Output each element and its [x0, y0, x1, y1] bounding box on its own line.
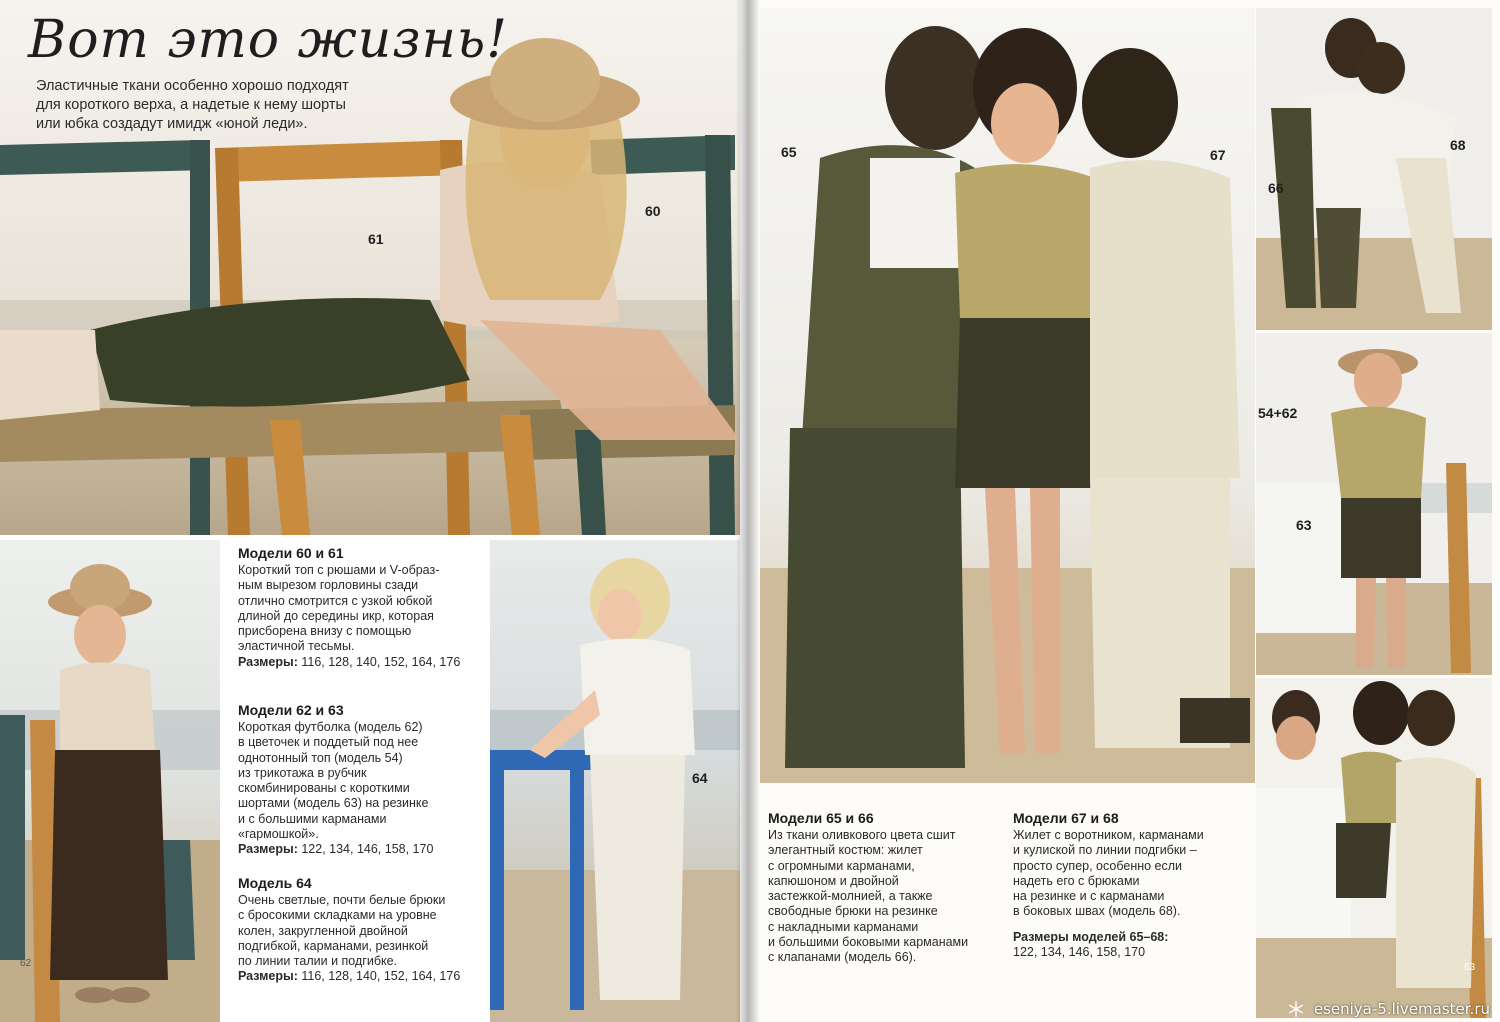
description-title: Модели 67 и 68 — [1013, 810, 1119, 826]
sizes-values: 116, 128, 140, 152, 164, 176 — [301, 654, 461, 669]
description-models-67-68 — [1013, 810, 1253, 960]
page-number-left: 62 — [20, 958, 32, 969]
model-label-65: 65 — [781, 144, 797, 160]
model-label-60: 60 — [645, 203, 661, 219]
sizes-label: Размеры моделей 65–68: — [1013, 929, 1169, 944]
description-line: эластичной тесьмы. — [238, 639, 355, 654]
sizes-line — [238, 842, 488, 857]
description-model-64 — [238, 875, 488, 985]
right-page — [748, 0, 1500, 1022]
description-line: элегантный костюм: жилет — [768, 843, 923, 858]
description-line: подгибкой, карманами, резинкой — [238, 938, 429, 953]
photo-three-kids-at-table — [1256, 678, 1492, 1018]
description-line: колен, закругленной двойной — [238, 923, 408, 938]
intro-line: Эластичные ткани особенно хорошо подходят — [36, 78, 349, 94]
sizes-values: 116, 128, 140, 152, 164, 176 — [301, 969, 461, 984]
photo-two-boys — [1256, 8, 1492, 330]
description-line: Короткий топ с рюшами и V-образ- — [238, 563, 440, 577]
description-line: просто супер, особенно если — [1013, 858, 1183, 873]
description-line: с накладными карманами — [768, 919, 919, 934]
model-label-63: 63 — [1296, 517, 1312, 533]
sizes-line — [1013, 930, 1253, 961]
model-label-61: 61 — [368, 231, 384, 247]
sizes-values: 122, 134, 146, 158, 170 — [301, 842, 434, 857]
description-line: длиной до середины икр, которая — [238, 608, 434, 623]
photo-girl-with-glass-illustration — [1256, 333, 1492, 675]
sizes-label: Размеры: — [238, 969, 298, 984]
description-title: Модели 62 и 63 — [238, 702, 344, 718]
description-line: из трикотажа в рубчик — [238, 765, 367, 780]
description-models-62-63 — [238, 702, 488, 858]
description-models-60-61 — [238, 545, 488, 670]
description-line: и с большими карманами — [238, 811, 387, 826]
photo-girl-in-hat-illustration — [0, 540, 220, 1022]
watermark — [1287, 1000, 1490, 1019]
photo-two-boys-illustration — [1256, 8, 1492, 330]
sizes-line — [238, 969, 488, 984]
page-headline: Вот это жизнь! — [28, 10, 509, 70]
model-label-54-62: 54+62 — [1258, 405, 1298, 421]
watermark-text: eseniya-5.livemaster.ru — [1313, 999, 1490, 1018]
main-photo-three-kids — [760, 8, 1255, 783]
description-line: надеть его с брюками — [1013, 873, 1140, 888]
description-line: и кулиской по линии подгибки – — [1013, 843, 1197, 858]
sizes-values: 122, 134, 146, 158, 170 — [1013, 945, 1146, 960]
description-line: «гармошкой». — [238, 827, 319, 842]
description-line: с огромными карманами, — [768, 858, 915, 873]
description-title: Модели 65 и 66 — [768, 810, 874, 826]
description-title: Модель 64 — [238, 875, 312, 891]
description-line: присборена внизу с помощью — [238, 624, 412, 639]
description-body — [238, 563, 488, 655]
sizes-label: Размеры: — [238, 842, 298, 857]
photo-girl-with-glass — [1256, 333, 1492, 675]
description-line: с бросокими складками на уровне — [238, 908, 437, 923]
description-line: в цветочек и поддетый под нее — [238, 735, 419, 750]
description-line: в боковых швах (модель 68). — [1013, 904, 1181, 919]
description-body — [238, 893, 488, 969]
description-line: Короткая футболка (модель 62) — [238, 720, 423, 734]
description-line: на резинке и с карманами — [1013, 889, 1165, 904]
description-line: Очень светлые, почти белые брюки — [238, 893, 446, 907]
description-line: Из ткани оливкового цвета сшит — [768, 828, 956, 842]
description-line: свободные брюки на резинке — [768, 904, 938, 919]
description-title: Модели 60 и 61 — [238, 545, 344, 561]
description-body — [768, 828, 1008, 966]
model-label-67: 67 — [1210, 147, 1226, 163]
description-body — [1013, 828, 1253, 920]
description-line: с клапанами (модель 66). — [768, 950, 917, 965]
photo-girl-in-hat — [0, 540, 220, 1022]
main-photo-illustration — [760, 8, 1255, 783]
model-label-68: 68 — [1450, 137, 1466, 153]
description-line: капюшоном и двойной — [768, 873, 899, 888]
description-line: отлично смотрится с узкой юбкой — [238, 593, 433, 608]
sizes-line — [238, 655, 488, 670]
description-body — [238, 720, 488, 842]
description-line: однотонный топ (модель 54) — [238, 750, 403, 765]
description-line: по линии талии и подгибке. — [238, 954, 398, 969]
sizes-label: Размеры: — [238, 654, 298, 669]
photo-three-kids-at-table-illustration — [1256, 678, 1492, 1018]
description-line: ным вырезом горловины сзади — [238, 578, 419, 593]
intro-line: для короткого верха, а надетые к нему шорты — [36, 97, 346, 113]
page-number-right: 63 — [1464, 962, 1476, 973]
description-line: и большими боковыми карманами — [768, 935, 969, 950]
description-line: скомбинированы с короткими — [238, 781, 410, 796]
model-label-66: 66 — [1268, 180, 1284, 196]
left-page — [0, 0, 748, 1022]
description-line: Жилет с воротником, карманами — [1013, 828, 1204, 842]
description-line: застежкой-молнией, а также — [768, 889, 933, 904]
intro-line: или юбка создадут имидж «юной леди». — [36, 116, 308, 132]
description-line: шортами (модель 63) на резинке — [238, 796, 429, 811]
model-label-64: 64 — [692, 770, 708, 786]
snowflake-icon — [1287, 1000, 1305, 1018]
intro-text — [36, 77, 436, 134]
description-models-65-66 — [768, 810, 1008, 966]
